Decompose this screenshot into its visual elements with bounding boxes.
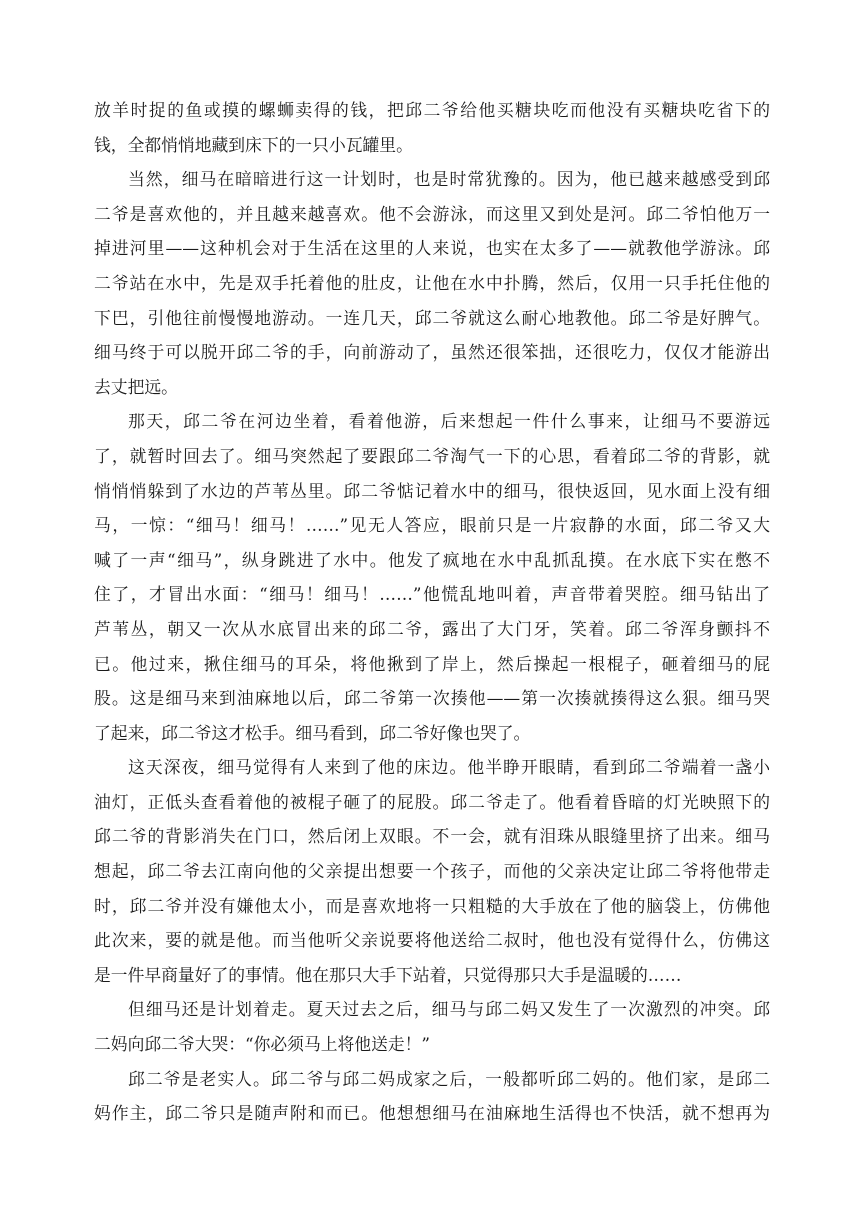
text-line: 已。他过来，揪住细马的耳朵，将他揪到了岸上，然后操起一根棍子，砸着细马的屁 <box>94 653 770 674</box>
text-line: 妈作主，邱二爷只是随声附和而已。他想想细马在油麻地生活得也不快活，就不想再为 <box>94 1103 770 1124</box>
text-line: 二爷是喜欢他的，并且越来越喜欢。他不会游泳，而这里又到处是河。邱二爷怕他万一 <box>94 203 770 224</box>
text-line: 下巴，引他往前慢慢地游动。一连几天，邱二爷就这么耐心地教他。邱二爷是好脾气。 <box>94 307 770 328</box>
text-line: 二妈向邱二爷大哭：“你必须马上将他送走！” <box>94 1034 431 1055</box>
text-line: 二爷站在水中，先是双手托着他的肚皮，让他在水中扑腾，然后，仅用一只手托住他的 <box>94 272 770 293</box>
text-line: 这天深夜，细马觉得有人来到了他的床边。他半睁开眼睛，看到邱二爷端着一盏小 <box>128 757 770 778</box>
text-line: 但细马还是计划着走。夏天过去之后，细马与邱二妈又发生了一次激烈的冲突。邱 <box>128 999 770 1020</box>
text-line: 了，就暂时回去了。细马突然起了要跟邱二爷淘气一下的心思，看着邱二爷的背影，就 <box>94 445 770 466</box>
text-line: 当然，细马在暗暗进行这一计划时，也是时常犹豫的。因为，他已越来越感受到邱 <box>128 169 770 190</box>
text-line: 想起，邱二爷去江南向他的父亲提出想要一个孩子，而他的父亲决定让邱二爷将他带走 <box>94 861 770 882</box>
text-line: 马，一惊：“细马！细马！……”见无人答应，眼前只是一片寂静的水面，邱二爷又大 <box>94 515 770 536</box>
text-line: 时，邱二爷并没有嫌他太小，而是喜欢地将一只粗糙的大手放在了他的脑袋上，仿佛他 <box>94 895 770 916</box>
text-line: 此次来，要的就是他。而当他听父亲说要将他送给二叔时，他也没有觉得什么，仿佛这 <box>94 930 770 951</box>
text-line: 了起来，邱二爷这才松手。细马看到，邱二爷好像也哭了。 <box>94 722 531 743</box>
text-line: 股。这是细马来到油麻地以后，邱二爷第一次揍他——第一次揍就揍得这么狠。细马哭 <box>94 688 770 709</box>
text-line: 邱二爷是老实人。邱二爷与邱二妈成家之后，一般都听邱二妈的。他们家，是邱二 <box>128 1068 770 1089</box>
document-page <box>94 93 770 1131</box>
text-line: 是一件早商量好了的事情。他在那只大手下站着，只觉得那只大手是温暖的…… <box>94 964 682 985</box>
text-line: 钱，全都悄悄地藏到床下的一只小瓦罐里。 <box>94 134 413 155</box>
text-line: 去丈把远。 <box>94 376 178 397</box>
text-line: 放羊时捉的鱼或摸的螺蛳卖得的钱，把邱二爷给他买糖块吃而他没有买糖块吃省下的 <box>94 100 770 120</box>
text-line: 那天，邱二爷在河边坐着，看着他游，后来想起一件什么事来，让细马不要游远 <box>128 411 770 432</box>
text-line: 油灯，正低头查看着他的被棍子砸了的屁股。邱二爷走了。他看着昏暗的灯光映照下的 <box>94 791 770 812</box>
text-line: 喊了一声“细马”，纵身跳进了水中。他发了疯地在水中乱抓乱摸。在水底下实在憋不 <box>94 549 770 570</box>
text-line: 邱二爷的背影消失在门口，然后闭上双眼。不一会，就有泪珠从眼缝里挤了出来。细马 <box>94 826 770 847</box>
text-line: 悄悄悄躲到了水边的芦苇丛里。邱二爷惦记着水中的细马，很快返回，见水面上没有细 <box>94 480 770 501</box>
text-line: 芦苇丛，朝又一次从水底冒出来的邱二爷，露出了大门牙，笑着。邱二爷浑身颤抖不 <box>94 618 770 639</box>
text-line: 细马终于可以脱开邱二爷的手，向前游动了，虽然还很笨拙，还很吃力，仅仅才能游出 <box>94 342 770 363</box>
text-line: 掉进河里——这种机会对于生活在这里的人来说，也实在太多了——就教他学游泳。邱 <box>94 238 770 259</box>
text-line: 住了，才冒出水面：“细马！细马！……”他慌乱地叫着，声音带着哭腔。细马钻出了 <box>94 584 770 605</box>
